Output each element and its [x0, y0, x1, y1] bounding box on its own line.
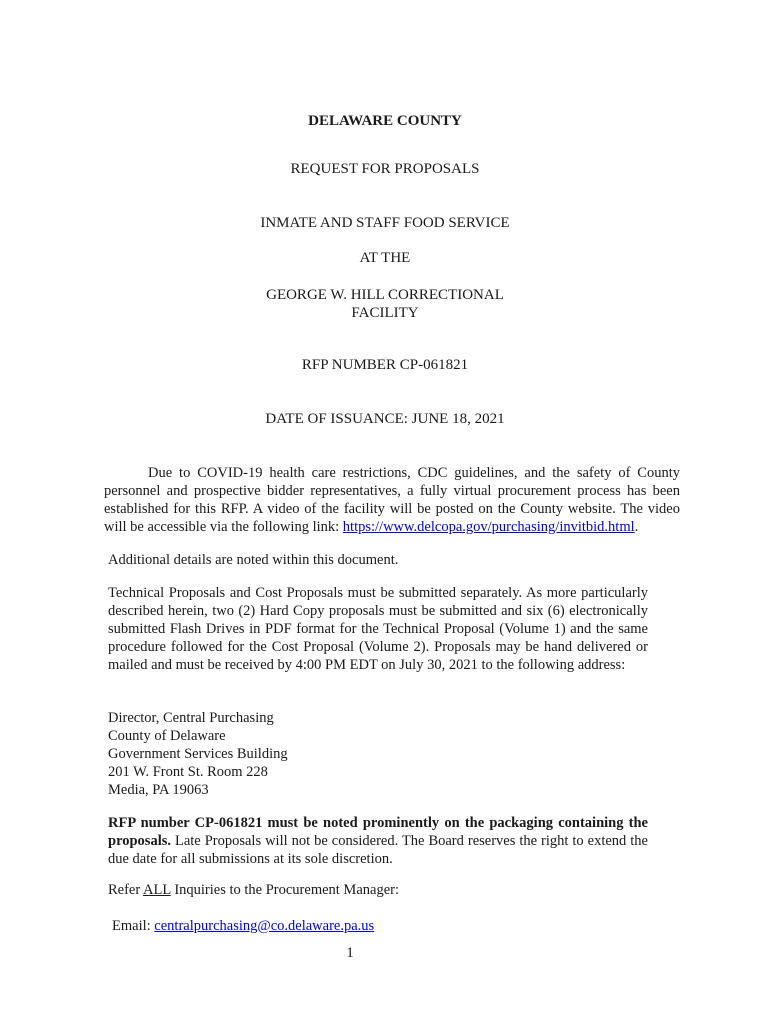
inquiries-suffix: Inquiries to the Procurement Manager: — [170, 882, 399, 898]
additional-details-text: Additional details are noted within this document. — [108, 552, 399, 568]
video-link[interactable]: https://www.delcopa.gov/purchasing/invitbid.html — [342, 519, 635, 535]
service-heading: INMATE AND STAFF FOOD SERVICE — [260, 215, 510, 231]
inquiries-line — [108, 881, 668, 899]
doc-type-heading: REQUEST FOR PROPOSALS — [290, 161, 480, 177]
address-line: 201 W. Front St. Room 228 — [108, 764, 268, 780]
inquiries-prefix: Refer — [108, 882, 144, 898]
submission-paragraph: Technical Proposals and Cost Proposals must be submitted separately. As more particularly described herein, two (2) Hard Copy proposals must be submitted and six (6) electronically submitted Flash Drives in PDF format for the Technical Proposal (Volume 1) and the same procedure followed for the Cost Proposal (Volume 2). Proposals may be hand delivered or mailed and must be received by 4:00 PM EDT on July 30, 2021 to the following address: — [108, 585, 648, 673]
email-line — [112, 917, 672, 935]
email-label: Email: — [112, 918, 155, 934]
mailing-address — [108, 709, 288, 799]
county-heading: DELAWARE COUNTY — [308, 113, 462, 129]
page-number: 1 — [346, 945, 354, 961]
covid-paragraph-text: Due to COVID-19 health care restrictions, CDC guidelines, and the safety of County personnel and prospective bidder representatives, a fully virtual procurement process has been established for this RFP. A video of the facility will be posted on the County website. The video will be accessible via the following link: — [104, 465, 680, 535]
issuance-date-heading: DATE OF ISSUANCE: JUNE 18, 2021 — [265, 411, 505, 427]
covid-paragraph-suffix: . — [634, 519, 639, 535]
notice-paragraph — [108, 814, 648, 868]
address-line: County of Delaware — [108, 728, 226, 744]
address-line: Director, Central Purchasing — [108, 710, 274, 726]
address-line: Government Services Building — [108, 746, 288, 762]
facility-heading-line1: GEORGE W. HILL CORRECTIONAL — [266, 287, 504, 303]
covid-paragraph — [104, 464, 680, 536]
rfp-number-heading: RFP NUMBER CP-061821 — [301, 357, 469, 373]
inquiries-emphasis: ALL — [143, 882, 171, 898]
notice-rest-text: Late Proposals will not be considered. The Board reserves the right to extend the due date for all submissions at its sole discretion. — [108, 833, 648, 867]
email-link[interactable]: centralpurchasing@co.delaware.pa.us — [154, 918, 375, 934]
facility-heading-line2: FACILITY — [351, 305, 419, 321]
at-the-heading: AT THE — [359, 250, 411, 266]
notice-bold-text: RFP number CP-061821 must be noted prominently on the packaging containing the proposals. — [108, 815, 648, 849]
address-line: Media, PA 19063 — [108, 782, 209, 798]
